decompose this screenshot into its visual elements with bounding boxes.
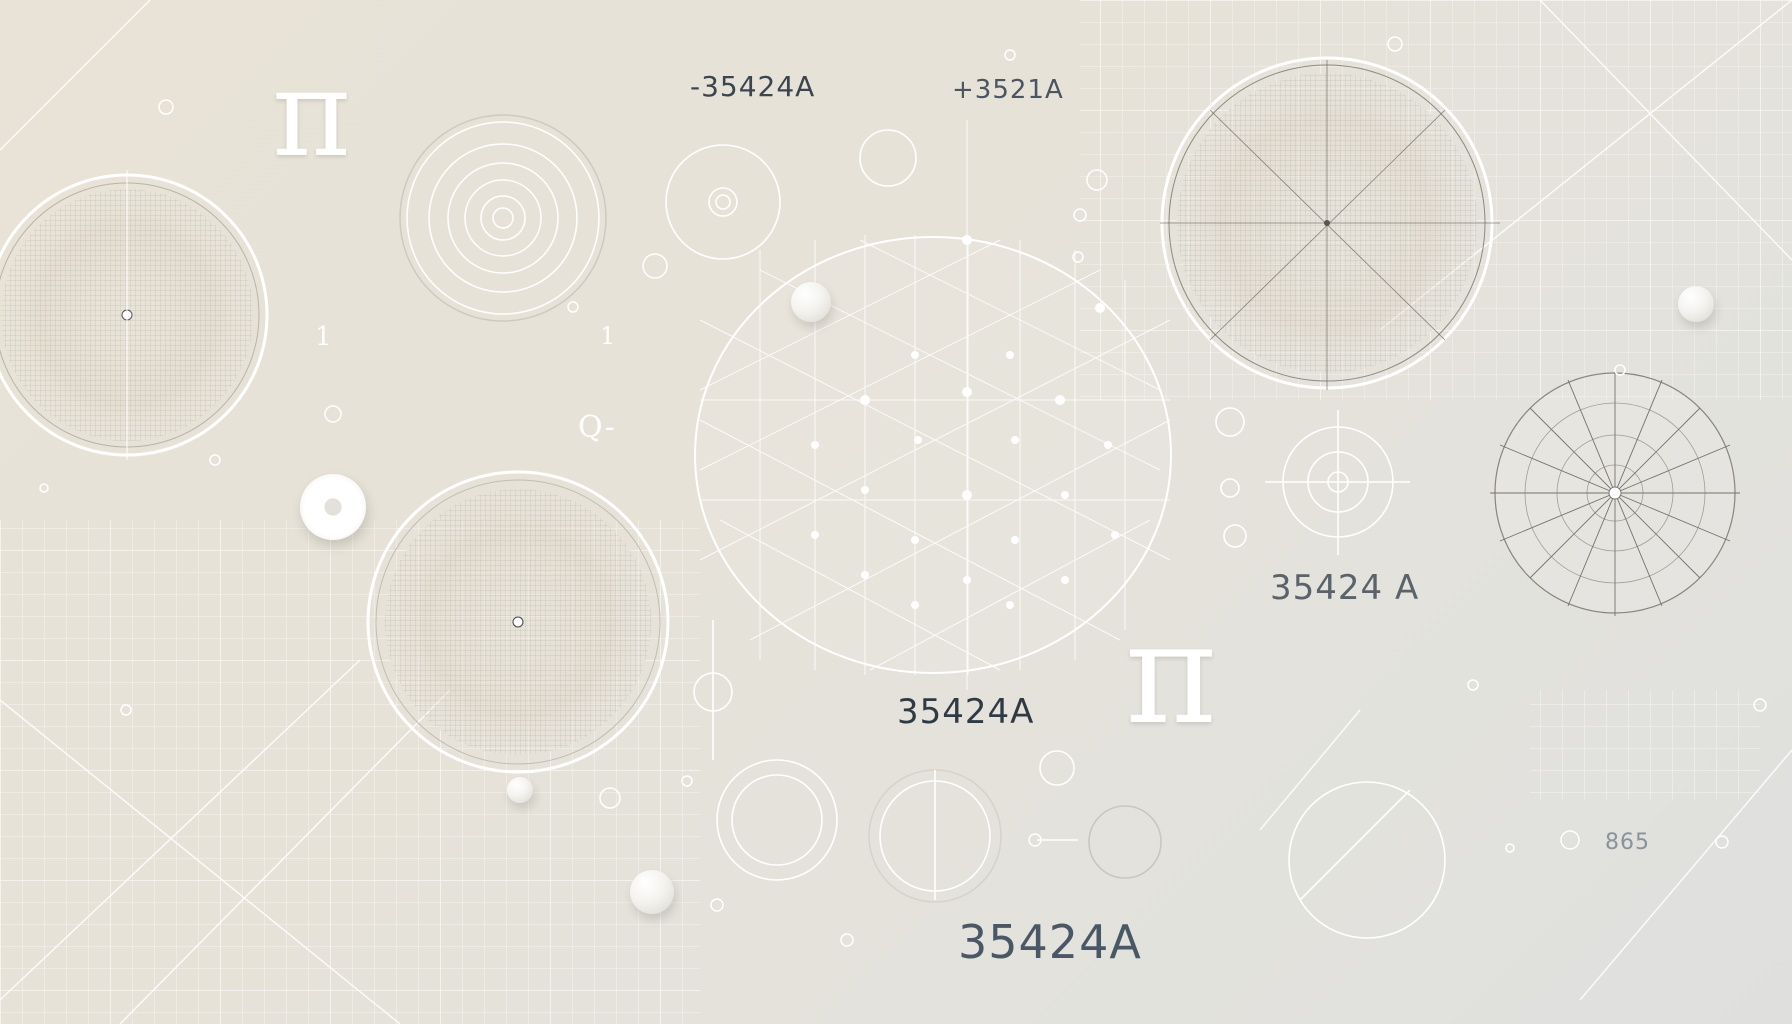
code-label-center: 35424A [897, 692, 1035, 732]
one-label-left: 1 [315, 322, 333, 352]
small-code-right: 865 [1605, 830, 1650, 855]
mesh-disc-left [0, 170, 267, 460]
grid-patch-right [1530, 690, 1760, 800]
code-label-top-a: -35424A [690, 70, 816, 103]
spoked-disc-right [1490, 370, 1740, 616]
code-label-right [1270, 568, 1419, 608]
code-label-top-b: +3521A [952, 75, 1064, 105]
code-label-right-suffix: A [1394, 568, 1420, 608]
one-label-mid: 1 [600, 322, 617, 350]
sphere-2 [1678, 286, 1714, 322]
ring-torus [300, 474, 366, 540]
sphere-3 [630, 870, 674, 914]
code-label-right-digits: 35424 [1270, 568, 1384, 608]
q-label: Q- [578, 410, 616, 445]
pi-symbol-center: π [1125, 593, 1218, 756]
sphere-4 [507, 777, 533, 803]
sphere-1 [791, 282, 831, 322]
pi-symbol-top: π [272, 45, 351, 184]
concentric-rings-top [400, 115, 606, 321]
code-label-bottom: 35424A [958, 915, 1142, 969]
